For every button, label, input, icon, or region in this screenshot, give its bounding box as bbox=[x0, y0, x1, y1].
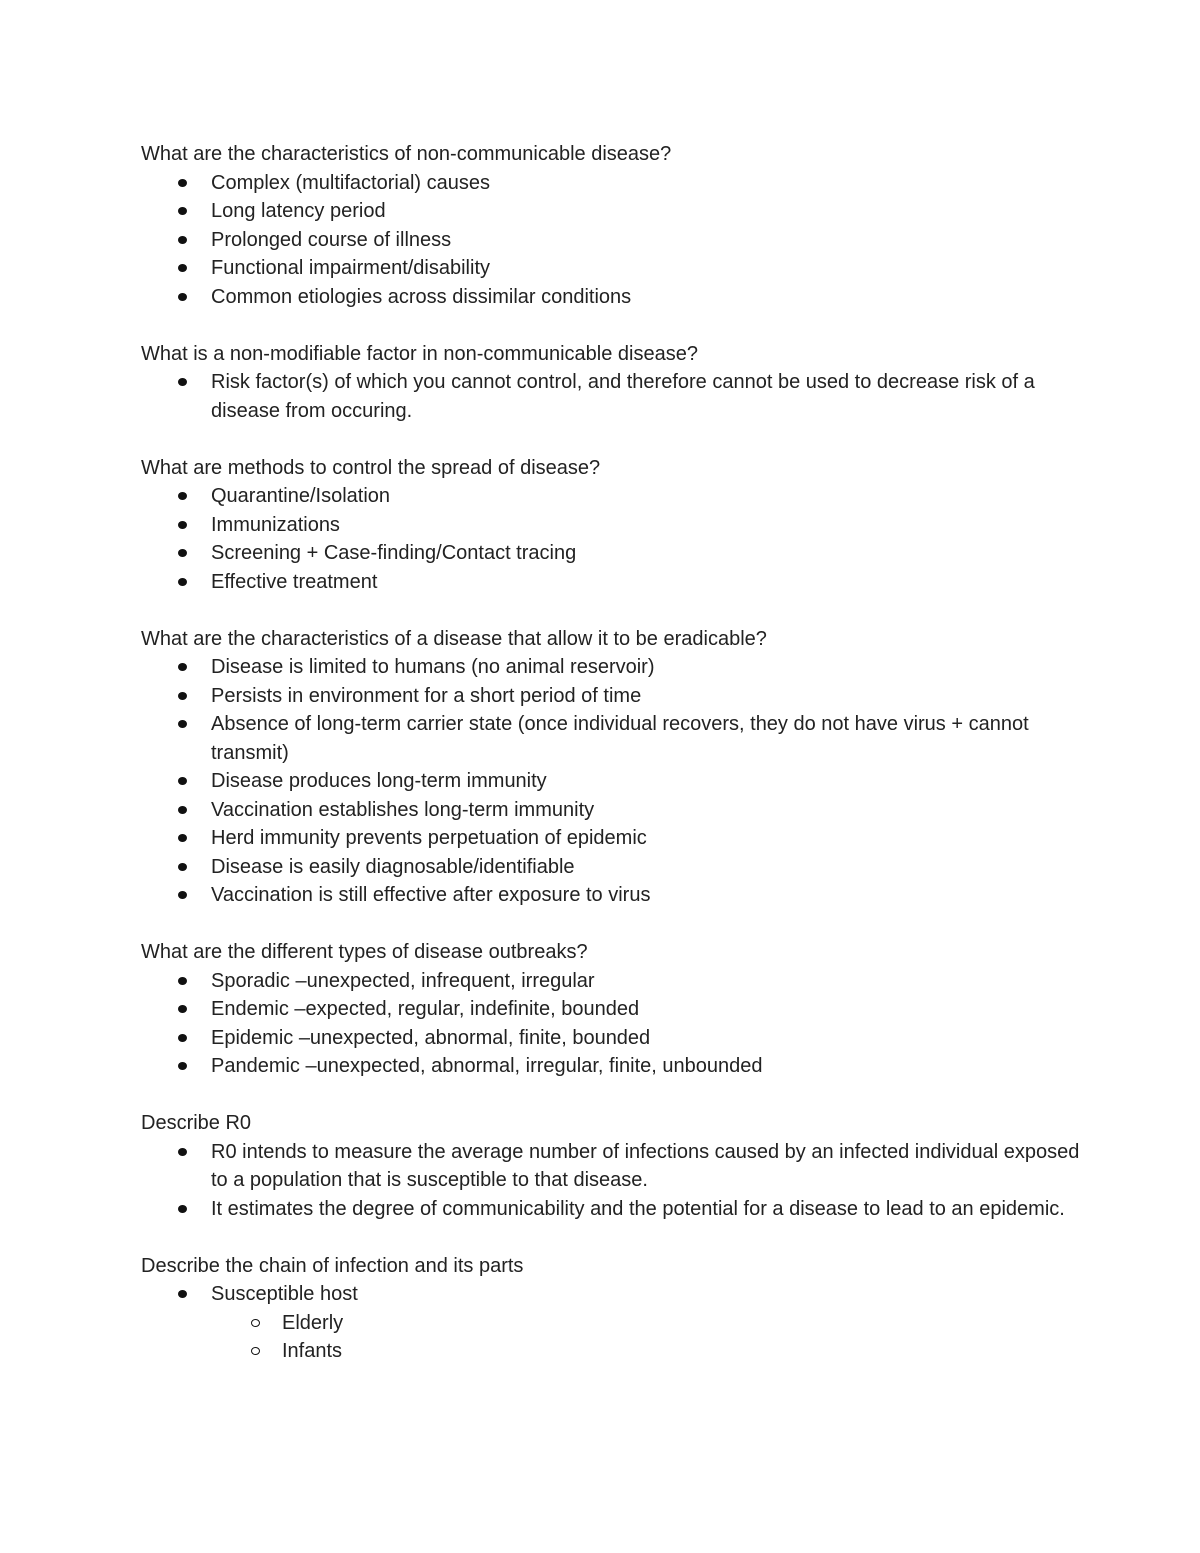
hollow-bullet-icon bbox=[251, 1319, 260, 1327]
list-item bbox=[211, 197, 1081, 226]
question-heading: Describe R0 bbox=[141, 1112, 252, 1134]
bullet-icon bbox=[178, 777, 187, 785]
bullet-list bbox=[141, 368, 1081, 425]
list-item-text: Disease produces long-term immunity bbox=[211, 770, 547, 792]
list-item-text: Vaccination is still effective after exposure to virus bbox=[211, 884, 651, 906]
list-item bbox=[211, 824, 1081, 853]
bullet-icon bbox=[178, 236, 187, 244]
bullet-icon bbox=[178, 863, 187, 871]
list-item bbox=[211, 169, 1081, 198]
list-item-text: Disease is limited to humans (no animal reservoir) bbox=[211, 656, 655, 678]
bullet-icon bbox=[178, 578, 187, 586]
bullet-icon bbox=[178, 977, 187, 985]
list-item-text: Risk factor(s) of which you cannot control, and therefore cannot be used to decrease risk of a disease from occuring. bbox=[211, 371, 1035, 422]
bullet-icon bbox=[178, 207, 187, 215]
bullet-list bbox=[141, 1280, 1081, 1366]
bullet-icon bbox=[178, 663, 187, 671]
bullet-icon bbox=[178, 264, 187, 272]
list-item bbox=[211, 254, 1081, 283]
list-item bbox=[211, 1138, 1081, 1195]
list-item bbox=[211, 1052, 1081, 1081]
bullet-icon bbox=[178, 378, 187, 386]
bullet-icon bbox=[178, 179, 187, 187]
list-item-text: It estimates the degree of communicability and the potential for a disease to lead to an epidemic. bbox=[211, 1197, 1065, 1220]
list-item-text: Functional impairment/disability bbox=[211, 257, 491, 279]
bullet-icon bbox=[178, 492, 187, 500]
list-item bbox=[211, 653, 1081, 682]
list-item-text: Absence of long-term carrier state (once individual recovers, they do not have virus + cannot transmit) bbox=[211, 713, 1029, 764]
bullet-icon bbox=[178, 521, 187, 529]
list-item bbox=[211, 710, 1081, 767]
list-item-text: Prolonged course of illness bbox=[211, 228, 452, 251]
list-item bbox=[211, 1195, 1081, 1224]
list-item bbox=[211, 482, 1081, 511]
list-item bbox=[211, 682, 1081, 711]
list-item-text: Susceptible host bbox=[211, 1283, 358, 1305]
list-item bbox=[211, 368, 1081, 425]
section-control-methods bbox=[141, 454, 1081, 597]
list-item bbox=[211, 539, 1081, 568]
list-item-text: Common etiologies across dissimilar conditions bbox=[211, 285, 632, 308]
question-heading: Describe the chain of infection and its parts bbox=[141, 1254, 524, 1277]
bullet-list bbox=[141, 653, 1081, 910]
list-item-text: Disease is easily diagnosable/identifiable bbox=[211, 855, 575, 878]
list-item bbox=[211, 853, 1081, 882]
sub-list-item bbox=[282, 1309, 1081, 1338]
section-non-modifiable-factor bbox=[141, 340, 1081, 426]
bullet-icon bbox=[178, 834, 187, 842]
hollow-bullet-icon bbox=[251, 1347, 260, 1355]
list-item bbox=[211, 796, 1081, 825]
list-item-text: Sporadic –unexpected, infrequent, irregular bbox=[211, 969, 595, 992]
bullet-list bbox=[141, 1138, 1081, 1224]
list-item-text: Persists in environment for a short period of time bbox=[211, 684, 642, 707]
bullet-icon bbox=[178, 549, 187, 557]
question-heading: What is a non-modifiable factor in non-communicable disease? bbox=[141, 342, 698, 365]
bullet-icon bbox=[178, 1062, 187, 1070]
question-heading: What are the different types of disease outbreaks? bbox=[141, 941, 588, 963]
bullet-icon bbox=[178, 720, 187, 728]
sub-list-item bbox=[282, 1337, 1081, 1366]
list-item bbox=[211, 967, 1081, 996]
bullet-icon bbox=[178, 1005, 187, 1013]
list-item-text: Vaccination establishes long-term immunity bbox=[211, 798, 595, 821]
section-ncd-characteristics bbox=[141, 140, 1081, 311]
list-item-text: Immunizations bbox=[211, 513, 340, 536]
sub-list-item-text: Infants bbox=[282, 1340, 343, 1362]
section-eradicable-characteristics bbox=[141, 625, 1081, 910]
bullet-icon bbox=[178, 293, 187, 301]
sub-list-item-text: Elderly bbox=[282, 1311, 344, 1334]
question-heading: What are the characteristics of non-communicable disease? bbox=[141, 143, 672, 165]
list-item-text: Pandemic –unexpected, abnormal, irregular, finite, unbounded bbox=[211, 1055, 763, 1077]
bullet-icon bbox=[178, 692, 187, 700]
list-item-text: Herd immunity prevents perpetuation of epidemic bbox=[211, 827, 647, 849]
list-item bbox=[211, 568, 1081, 597]
sub-bullet-list bbox=[211, 1309, 1081, 1366]
list-item bbox=[211, 511, 1081, 540]
question-heading: What are methods to control the spread of disease? bbox=[141, 456, 601, 479]
bullet-icon bbox=[178, 1148, 187, 1156]
list-item-text: Endemic –expected, regular, indefinite, bounded bbox=[211, 998, 640, 1020]
list-item bbox=[211, 226, 1081, 255]
bullet-list bbox=[141, 169, 1081, 312]
list-item-text: Long latency period bbox=[211, 200, 386, 222]
bullet-list bbox=[141, 967, 1081, 1081]
bullet-icon bbox=[178, 1205, 187, 1213]
bullet-list bbox=[141, 482, 1081, 596]
bullet-icon bbox=[178, 891, 187, 899]
list-item bbox=[211, 283, 1081, 312]
list-item bbox=[211, 767, 1081, 796]
bullet-icon bbox=[178, 806, 187, 814]
bullet-icon bbox=[178, 1290, 187, 1298]
section-chain-of-infection bbox=[141, 1252, 1081, 1366]
list-item-text: R0 intends to measure the average number of infections caused by an infected individual exposed to a population that is susceptible to that disease. bbox=[211, 1140, 1080, 1191]
bullet-icon bbox=[178, 1034, 187, 1042]
section-r0 bbox=[141, 1109, 1081, 1223]
list-item-text: Effective treatment bbox=[211, 570, 378, 593]
list-item-text: Complex (multifactorial) causes bbox=[211, 171, 490, 194]
list-item bbox=[211, 995, 1081, 1024]
list-item bbox=[211, 1280, 1081, 1366]
document-body bbox=[141, 140, 1081, 1394]
list-item-text: Quarantine/Isolation bbox=[211, 485, 391, 507]
list-item-text: Screening + Case-finding/Contact tracing bbox=[211, 542, 577, 564]
list-item-text: Epidemic –unexpected, abnormal, finite, bounded bbox=[211, 1026, 651, 1049]
list-item bbox=[211, 881, 1081, 910]
question-heading: What are the characteristics of a disease that allow it to be eradicable? bbox=[141, 627, 767, 650]
list-item bbox=[211, 1024, 1081, 1053]
section-outbreak-types bbox=[141, 938, 1081, 1081]
